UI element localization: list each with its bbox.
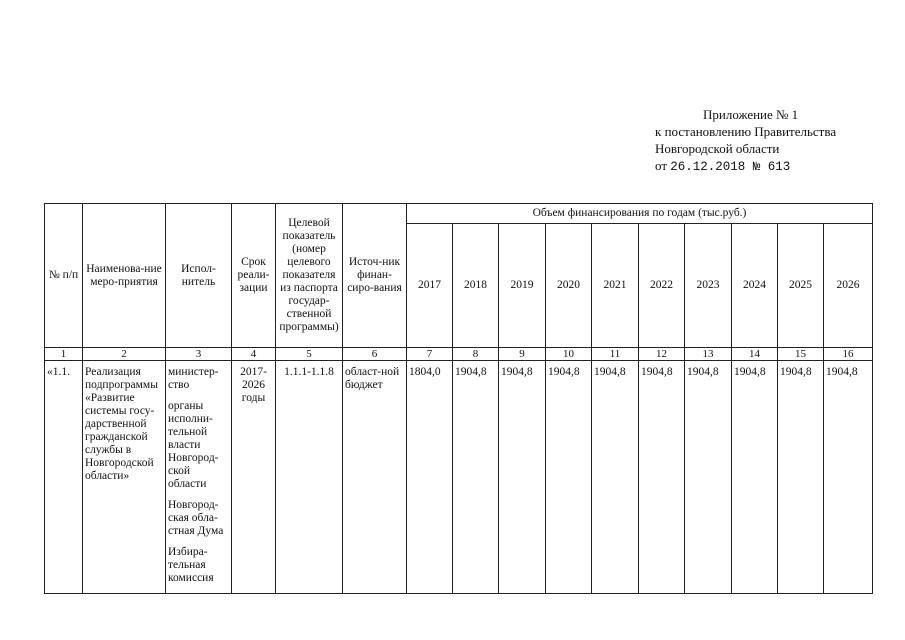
header-year: 2018 (453, 224, 499, 348)
header-row-1 (45, 204, 873, 224)
header-year: 2023 (685, 224, 732, 348)
header-funding-group: Объем финансирования по годам (тыс.руб.) (407, 204, 873, 224)
row-name: Реализация подпрограммы «Развитие системы госу-дарственной гражданской службы в Новгородской области» (83, 361, 166, 594)
table-row (45, 361, 873, 594)
column-number: 2 (83, 348, 166, 361)
appendix-date (655, 157, 836, 176)
row-value: 1904,8 (453, 361, 499, 594)
column-number: 9 (499, 348, 546, 361)
header-executor: Испол-нитель (166, 204, 232, 348)
column-number: 15 (778, 348, 824, 361)
header-year: 2017 (407, 224, 453, 348)
row-value: 1904,8 (639, 361, 685, 594)
column-number: 8 (453, 348, 499, 361)
appendix-title: Приложение № 1 (703, 107, 799, 122)
row-value: 1904,8 (685, 361, 732, 594)
appendix-header (655, 106, 836, 176)
executor-item: Избира-тельная комиссия (168, 546, 214, 584)
column-number: 4 (232, 348, 276, 361)
date-prefix: от (655, 158, 668, 173)
column-number: 14 (732, 348, 778, 361)
header-year: 2022 (639, 224, 685, 348)
row-num: «1.1. (45, 361, 83, 594)
column-number: 12 (639, 348, 685, 361)
row-value: 1904,8 (592, 361, 639, 594)
row-value: 1904,8 (732, 361, 778, 594)
executor-item: Новгород-ская обла-стная Дума (168, 499, 224, 537)
header-indicator: Целевой показатель (номер целевого показателя из паспорта государ-ственной программы) (276, 204, 343, 348)
row-executors (166, 361, 232, 594)
row-indicator: 1.1.1-1.1.8 (276, 361, 343, 594)
row-value: 1904,8 (546, 361, 592, 594)
header-year: 2025 (778, 224, 824, 348)
column-number: 3 (166, 348, 232, 361)
column-number: 7 (407, 348, 453, 361)
column-number: 11 (592, 348, 639, 361)
row-value: 1904,8 (778, 361, 824, 594)
column-number: 16 (824, 348, 873, 361)
column-number: 13 (685, 348, 732, 361)
header-term: Срок реали-зации (232, 204, 276, 348)
row-term: 2017-2026 годы (232, 361, 276, 594)
row-value: 1804,0 (407, 361, 453, 594)
header-year: 2026 (824, 224, 873, 348)
header-source: Источ-ник финан-сиро-вания (343, 204, 407, 348)
appendix-line2: к постановлению Правительства (655, 124, 837, 139)
appendix-line3: Новгородской области (655, 141, 780, 156)
row-value: 1904,8 (824, 361, 873, 594)
funding-table (44, 203, 873, 594)
header-name: Наименова-ние меро-приятия (83, 204, 166, 348)
header-year: 2024 (732, 224, 778, 348)
header-year: 2019 (499, 224, 546, 348)
column-number-row (45, 348, 873, 361)
column-number: 6 (343, 348, 407, 361)
column-number: 10 (546, 348, 592, 361)
row-value: 1904,8 (499, 361, 546, 594)
date-number: 26.12.2018 № 613 (670, 160, 791, 174)
header-year: 2021 (592, 224, 639, 348)
executor-item: органы исполни-тельной власти Новгород-ской области (168, 400, 219, 490)
column-number: 5 (276, 348, 343, 361)
column-number: 1 (45, 348, 83, 361)
header-num: № п/п (45, 204, 83, 348)
row-source: област-ной бюджет (343, 361, 407, 594)
executor-item: министер-ство (168, 366, 219, 391)
header-year: 2020 (546, 224, 592, 348)
